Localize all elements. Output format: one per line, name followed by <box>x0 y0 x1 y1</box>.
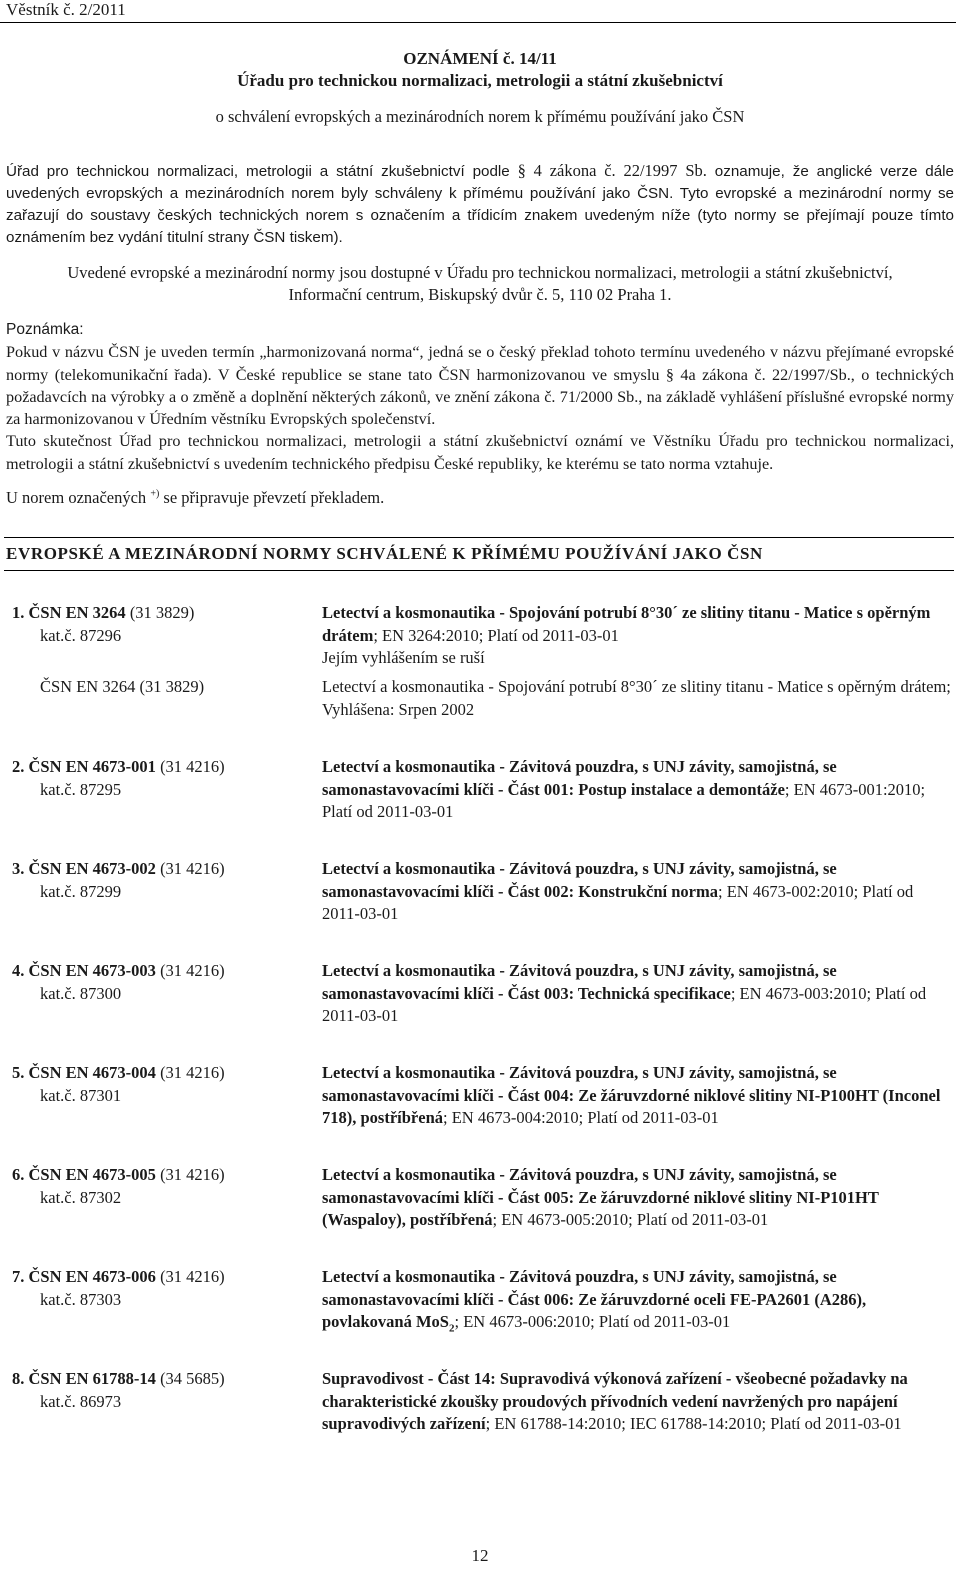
note-text-1: Pokud v názvu ČSN je uveden termín „harmonizovaná norma“, jedná se o český překlad tohoto termínu uvedeného v názvu přejímané evropské normy (telekomunikační řada). V České republice se stane tato ČSN harmonizovanou ve smyslu § 4a zákona č. 22/1997/Sb., o technických požadavcích na výrobky a o změně a doplnění některých zákonů, ve znění zákona č. 71/2000 Sb., na základě vyhlášení příslušné evropské normy za harmonizovanou v Úředním věstníku Evropských společenství. <box>6 343 954 429</box>
entry-cancellation-note: Jejím vyhlášením se ruší <box>322 648 485 667</box>
entry-title: Letectví a kosmonautika - Závitová pouzdra, s UNJ závity, samojistná, se samonastavovacími klíči - Část 002: Konstrukční norma <box>322 859 837 901</box>
entry-identifier <box>12 960 312 1005</box>
entry-title: Letectví a kosmonautika - Spojování potrubí 8°30´ ze slitiny titanu - Matice s opěrným drátem <box>322 603 931 645</box>
entry-code: 6. ČSN EN 4673-005 <box>12 1165 156 1184</box>
note-heading: Poznámka: <box>6 321 84 338</box>
intro-paragraph <box>6 160 954 249</box>
cancelled-standard-title: Letectví a kosmonautika - Spojování potrubí 8°30´ ze slitiny titanu - Matice s opěrným drátem; Vyhlášena: Srpen 2002 <box>322 677 951 719</box>
entry-code: 3. ČSN EN 4673-002 <box>12 859 156 878</box>
entry-title: Letectví a kosmonautika - Závitová pouzdra, s UNJ závity, samojistná, se samonastavovacími klíči - Část 004: Ze žáruvzdorné niklové slitiny NI-P100HT (Inconel 718), postříbřená <box>322 1063 941 1127</box>
header-divider <box>0 22 956 23</box>
entry-code: 2. ČSN EN 4673-001 <box>12 757 156 776</box>
entry-identifier <box>12 1164 312 1209</box>
entry-catalog-number: kat.č. 87301 <box>40 1085 122 1105</box>
entry-identifier <box>12 756 312 801</box>
notice-title-block <box>0 48 960 92</box>
entry-catalog-number: kat.č. 87296 <box>40 625 122 645</box>
entry-details: ; EN 4673-002:2010; Platí od 2011-03-01 <box>322 881 914 923</box>
entry-catalog-number: kat.č. 87300 <box>40 983 122 1003</box>
entry-description <box>322 756 952 824</box>
entry-identifier <box>12 858 312 903</box>
entry-details: ; EN 4673-003:2010; Platí od 2011-03-01 <box>322 983 927 1025</box>
entry-catalog-number: kat.č. 87295 <box>40 779 122 799</box>
page-number: 12 <box>471 1546 489 1565</box>
intro-part1: Úřad pro technickou normalizaci, metrologii a státní zkušebnictví podle <box>6 163 518 180</box>
entry-catalog-number: kat.č. 87303 <box>40 1289 122 1309</box>
notice-subject: o schválení evropských a mezinárodních norem k přímému používání jako ČSN <box>215 107 745 126</box>
notice-issuer: Úřadu pro technickou normalizaci, metrologii a státní zkušebnictví <box>237 71 723 90</box>
journal-header: Věstník č. 2/2011 <box>6 0 126 19</box>
entry-identifier <box>12 1266 312 1311</box>
availability-paragraph <box>6 262 954 306</box>
entry-details: ; EN 4673-006:2010; Platí od 2011-03-01 <box>454 1312 731 1331</box>
entry-description <box>322 602 952 670</box>
entry-catalog-number: kat.č. 87299 <box>40 881 122 901</box>
entry-title: Letectví a kosmonautika - Závitová pouzdra, s UNJ závity, samojistná, se samonastavovacími klíči - Část 005: Ze žáruvzdorné niklové slitiny NI-P101HT (Waspaloy), postříbřená <box>322 1165 879 1229</box>
section-rule-bottom <box>4 570 954 571</box>
entry-description <box>322 1266 952 1340</box>
entry-details: ; EN 4673-001:2010; Platí od 2011-03-01 <box>322 779 926 821</box>
entry-class: (34 5685) <box>155 1369 225 1388</box>
entry-title: Letectví a kosmonautika - Závitová pouzdra, s UNJ závity, samojistná, se samonastavovacími klíči - Část 003: Technická specifikace <box>322 961 837 1003</box>
note-text-2: Tuto skutečnost Úřad pro technickou normalizaci, metrologii a státní zkušebnictví oznámí ve Věstníku Úřadu pro technickou normalizaci, metrologii a státní zkušebnictví s uvedením technického předpisu České republiky, ke kterému se tato norma vztahuje. <box>6 432 954 473</box>
entry-details: ; EN 3264:2010; Platí od 2011-03-01 <box>373 625 619 645</box>
section-rule-top <box>4 537 954 538</box>
cancelled-standard-code: ČSN EN 3264 (31 3829) <box>40 677 205 696</box>
entry-details: ; EN 4673-004:2010; Platí od 2011-03-01 <box>443 1108 719 1127</box>
entry-details: ; EN 4673-005:2010; Platí od 2011-03-01 <box>492 1210 769 1229</box>
translation-note-after: se připravuje převzetí překladem. <box>159 488 385 507</box>
entry-description <box>322 1062 952 1130</box>
entry-code: 1. ČSN EN 3264 <box>12 603 126 622</box>
entry-class: (31 4216) <box>155 961 225 980</box>
availability-line1: Uvedené evropské a mezinárodní normy jsou dostupné v Úřadu pro technickou normalizaci, metrologii a státní zkušebnictví, <box>67 263 893 282</box>
entry-class: (31 4216) <box>155 859 225 878</box>
notice-title: OZNÁMENÍ č. 14/11 <box>403 49 557 68</box>
translation-note-before: U norem označených <box>6 488 151 507</box>
entry-description <box>322 1164 952 1232</box>
entry-code: 5. ČSN EN 4673-004 <box>12 1063 156 1082</box>
translation-note <box>6 488 954 508</box>
entry-catalog-number: kat.č. 87302 <box>40 1187 122 1207</box>
translation-mark: +) <box>150 488 160 500</box>
entry-subscript: 2 <box>449 1322 455 1335</box>
intro-part3: oznamuje, že anglické verze dále uvedených evropských a mezinárodních norem byly schváleny k přímému používání jako ČSN. Tyto evropské a mezinárodní normy se zařazují do soustavy českých technických norem s označením a třídicím znakem uvedeným níže (tyto normy se přejímají pouze tímto oznámením bez vydání titulní strany ČSN tiskem). <box>6 163 954 246</box>
entry-identifier <box>12 602 312 647</box>
entry-title: Letectví a kosmonautika - Závitová pouzdra, s UNJ závity, samojistná, se samonastavovacími klíči - Část 006: Ze žáruvzdorné oceli FE-PA2601 (A286), povlakovaná MoS <box>322 1267 867 1331</box>
entry-catalog-number: kat.č. 86973 <box>40 1391 122 1411</box>
section-title: EVROPSKÉ A MEZINÁRODNÍ NORMY SCHVÁLENÉ K PŘÍMÉMU POUŽÍVÁNÍ JAKO ČSN <box>6 544 763 563</box>
intro-law-ref: § 4 zákona č. 22/1997 Sb. <box>517 161 707 180</box>
note-block <box>6 319 954 475</box>
entry-class: (31 4216) <box>155 757 225 776</box>
entry-code: 4. ČSN EN 4673-003 <box>12 961 156 980</box>
entry-class: (31 4216) <box>155 1063 225 1082</box>
entry-class: (31 4216) <box>155 1267 225 1286</box>
entry-details: ; EN 61788-14:2010; IEC 61788-14:2010; Platí od 2011-03-01 <box>485 1414 902 1433</box>
entry-identifier <box>12 1062 312 1107</box>
entry-code: 7. ČSN EN 4673-006 <box>12 1267 156 1286</box>
entry-description <box>322 858 952 926</box>
entry-title: Supravodivost - Část 14: Supravodivá výkonová zařízení - všeobecné požadavky na charakteristické zkoušky proudových přívodních vedení navržených pro napájení supravodivých zařízení <box>322 1369 908 1433</box>
availability-line2: Informační centrum, Biskupský dvůr č. 5, 110 02 Praha 1. <box>288 285 672 304</box>
entry-title: Letectví a kosmonautika - Závitová pouzdra, s UNJ závity, samojistná, se samonastavovacími klíči - Část 001: Postup instalace a demontáže <box>322 757 837 799</box>
entry-code: 8. ČSN EN 61788-14 <box>12 1369 156 1388</box>
entry-identifier <box>12 1368 312 1413</box>
entry-class: (31 3829) <box>125 603 195 622</box>
entry-class: (31 4216) <box>155 1165 225 1184</box>
entry-description <box>322 1368 952 1436</box>
entry-description <box>322 960 952 1028</box>
